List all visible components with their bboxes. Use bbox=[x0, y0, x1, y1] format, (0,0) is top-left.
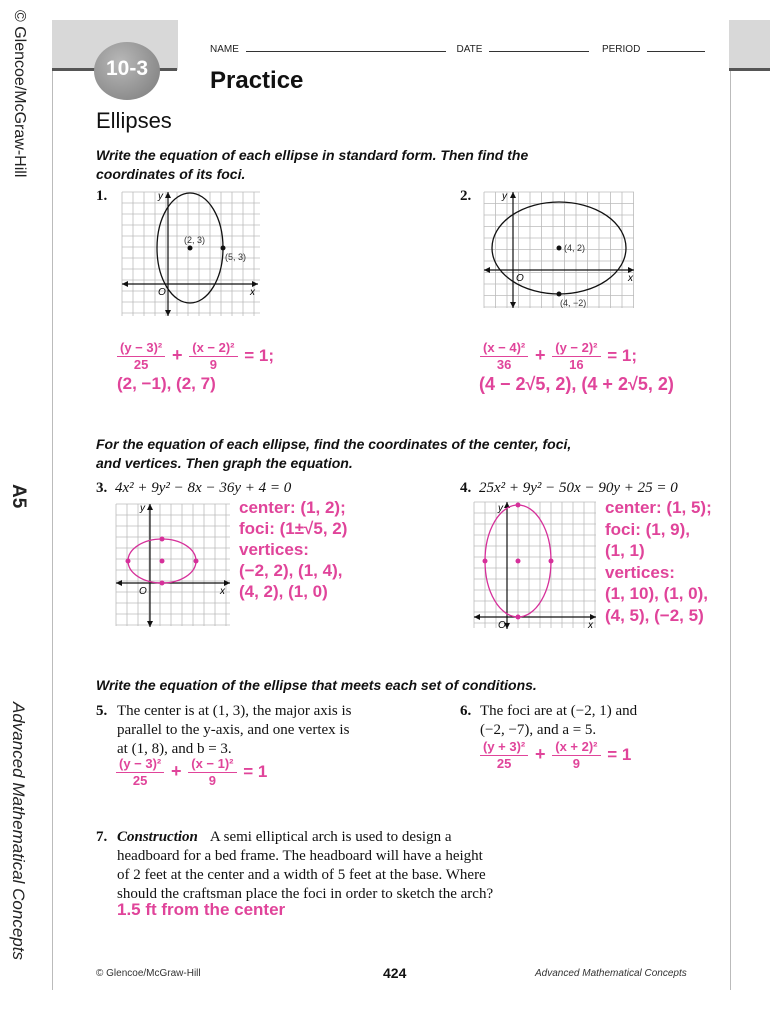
graph-1-vertex-label: (5, 3) bbox=[225, 252, 247, 262]
side-copyright: © Glencoe/McGraw-Hill bbox=[11, 10, 28, 178]
problem-6-answer: $\frac{\text{(y + 3)²}}{25}$ + $\frac{\text{(x + 2)²}}{9}$ = 1 bbox=[478, 739, 631, 772]
graph-4-y-label: y bbox=[498, 503, 503, 514]
page-title: Practice bbox=[210, 67, 304, 94]
graph-2-origin-label: O bbox=[516, 273, 524, 284]
section2-instructions: For the equation of each ellipse, find the coordinates of the center, foci, and vertices. Then graph the equation. bbox=[96, 436, 572, 471]
graph-1-center-label: (2, 3) bbox=[184, 235, 206, 245]
graph-1-origin-label: O bbox=[158, 287, 166, 298]
period-label: PERIOD bbox=[601, 44, 641, 55]
problem-6-text: The foci are at (−2, 1) and (−2, −7), and a = 5. bbox=[480, 703, 638, 738]
lesson-badge: 10-3 bbox=[94, 42, 160, 100]
problem-1-number: 1. bbox=[96, 188, 108, 204]
problem-6-number: 6. bbox=[460, 703, 472, 719]
graph-3-origin-label: O bbox=[139, 586, 147, 597]
graph-4-x-label: x bbox=[588, 620, 593, 631]
problem-7-number: 7. bbox=[96, 829, 108, 845]
graph-4 bbox=[470, 498, 600, 632]
problem-2-answer: $\frac{\text{(x − 4)²}}{36}$ + $\frac{\text{(y − 2)²}}{16}$ = 1; bbox=[478, 340, 637, 373]
section-title: Ellipses bbox=[96, 108, 172, 133]
problem-2-number: 2. bbox=[460, 188, 472, 204]
graph-1-vertex-point bbox=[221, 246, 226, 251]
date-label: DATE bbox=[456, 44, 483, 55]
graph-2-center-label: (4, 2) bbox=[564, 243, 586, 253]
graph-2-center-point bbox=[557, 246, 562, 251]
graph-4-center-point bbox=[516, 559, 521, 564]
problem-1-foci: (2, −1), (2, 7) bbox=[117, 374, 216, 393]
graph-2-x-label: x bbox=[628, 273, 633, 284]
problem-4-equation: 25x² + 9y² − 50x − 90y + 25 = 0 bbox=[479, 480, 678, 496]
problem-2-foci: (4 − 2√5, 2), (4 + 2√5, 2) bbox=[479, 374, 674, 394]
side-page-code: A5 bbox=[8, 484, 29, 509]
side-book-title: Advanced Mathematical Concepts bbox=[9, 702, 28, 960]
footer-page-number: 424 bbox=[383, 965, 407, 981]
problem-5-text: The center is at (1, 3), the major axis is parallel to the y-axis, and one vertex is at (1, 8), and b = 3. bbox=[117, 703, 352, 757]
graph-4-vertex-left bbox=[483, 559, 488, 564]
problem-7-text: Construction A semi elliptical arch is used to design a headboard for a bed frame. The headboard will have a height of 2 feet at the center and a width of 5 feet at the base. Where should the craftsman place the foci in order to sketch the arch? bbox=[117, 829, 494, 902]
problem-5-answer: $\frac{\text{(y − 3)²}}{25}$ + $\frac{\text{(x − 1)²}}{9}$ = 1 bbox=[114, 756, 267, 789]
graph-3-vertex-left bbox=[126, 559, 131, 564]
graph-4-vertex-bottom bbox=[516, 615, 521, 620]
graph-2-vertex-label: (4, −2) bbox=[560, 298, 587, 308]
graph-3-y-label: y bbox=[140, 503, 145, 514]
footer-copyright: © Glencoe/McGraw-Hill bbox=[96, 968, 201, 979]
graph-2-y-label: y bbox=[502, 191, 507, 202]
section3-instructions: Write the equation of the ellipse that meets each set of conditions. bbox=[96, 677, 537, 693]
problem-7-answer: 1.5 ft from the center bbox=[117, 900, 286, 919]
header-tab-right bbox=[729, 20, 770, 70]
graph-2 bbox=[480, 188, 638, 312]
graph-3-vertex-bottom bbox=[160, 581, 165, 586]
graph-3 bbox=[112, 500, 234, 630]
name-date-period-line bbox=[210, 44, 710, 55]
problem-1-answer: $\frac{\text{(y − 3)²}}{25}$ + $\frac{\text{(x − 2)²}}{9}$ = 1; bbox=[115, 340, 274, 373]
header-rule-right bbox=[729, 68, 770, 71]
section1-instructions: Write the equation of each ellipse in standard form. Then find the coordinates of its foci. bbox=[96, 147, 529, 182]
graph-4-vertex-right bbox=[549, 559, 554, 564]
graph-4-origin-label: O bbox=[498, 620, 506, 631]
graph-1-y-label: y bbox=[158, 191, 163, 202]
graph-3-grid bbox=[116, 504, 230, 626]
graph-1-x-label: x bbox=[250, 287, 255, 298]
graph-1 bbox=[118, 188, 264, 320]
graph-3-x-label: x bbox=[220, 586, 225, 597]
graph-3-vertex-right bbox=[194, 559, 199, 564]
problem-3-header: 3. 4x² + 9y² − 8x − 36y + 4 = 0 bbox=[96, 480, 292, 496]
graph-1-center-point bbox=[188, 246, 193, 251]
graph-2-vertex-point bbox=[557, 292, 562, 297]
problem-3-answer: center: (1, 2); foci: (1±√5, 2) vertices: (−2, 2), (1, 4), (4, 2), (1, 0) bbox=[239, 498, 348, 601]
problem-4-header: 4. 25x² + 9y² − 50x − 90y + 25 = 0 bbox=[460, 480, 678, 496]
graph-3-center-point bbox=[160, 559, 165, 564]
problem-7-label: Construction bbox=[117, 829, 198, 845]
problem-3-equation: 4x² + 9y² − 8x − 36y + 4 = 0 bbox=[115, 480, 292, 496]
problem-5-number: 5. bbox=[96, 703, 108, 719]
footer-book-title: Advanced Mathematical Concepts bbox=[535, 968, 687, 979]
graph-4-vertex-top bbox=[516, 503, 521, 508]
name-label: NAME bbox=[210, 44, 239, 55]
graph-3-vertex-top bbox=[160, 537, 165, 542]
problem-4-answer: center: (1, 5); foci: (1, 9), (1, 1) vertices: (1, 10), (1, 0), (4, 5), (−2, 5) bbox=[605, 498, 712, 625]
